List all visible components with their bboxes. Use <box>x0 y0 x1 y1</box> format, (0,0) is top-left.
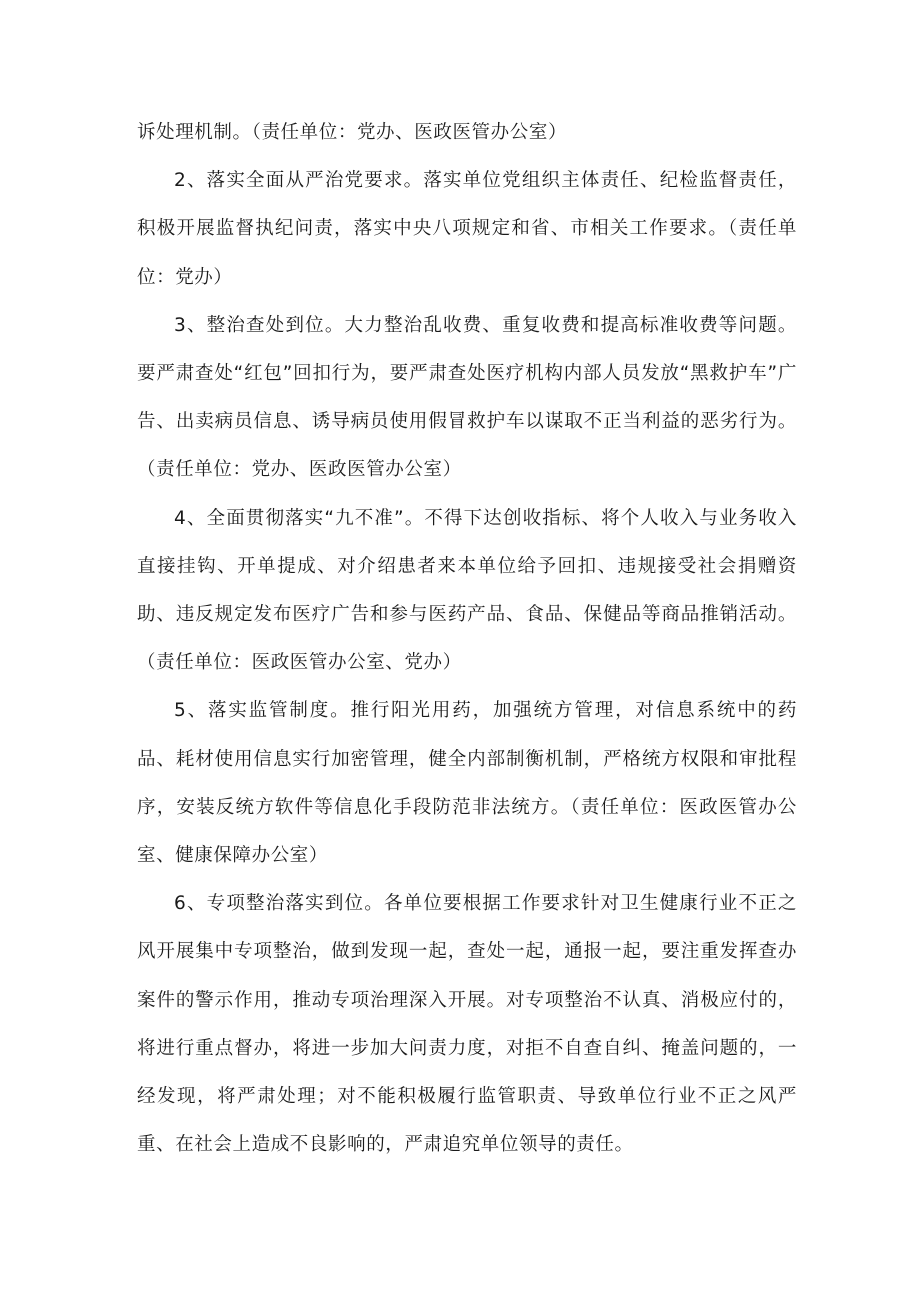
document-body <box>137 109 797 1169</box>
paragraph-item-3: 3、整治查处到位。大力整治乱收费、重复收费和提高标准收费等问题。要严肃查处“红包”回扣行为，要严肃查处医疗机构内部人员发放“黑救护车”广告、出卖病员信息、诱导病员使用假冒救护车以谋取不正当利益的恶劣行为。（责任单位：党办、医政医管办公室） <box>137 314 797 481</box>
paragraph-item-5: 5、落实监管制度。推行阳光用药，加强统方管理，对信息系统中的药品、耗材使用信息实行加密管理，健全内部制衡机制，严格统方权限和审批程序，安装反统方软件等信息化手段防范非法统方。（责任单位：医政医管办公室、健康保障办公室） <box>137 700 797 867</box>
paragraph-item-6: 6、专项整治落实到位。各单位要根据工作要求针对卫生健康行业不正之风开展集中专项整治，做到发现一起，查处一起，通报一起，要注重发挥查办案件的警示作用，推动专项治理深入开展。对专项整治不认真、消极应付的，将进行重点督办，将进一步加大问责力度，对拒不自查自纠、掩盖问题的，一经发现，将严肃处理；对不能积极履行监管职责、导致单位行业不正之风严重、在社会上造成不良影响的，严肃追究单位领导的责任。 <box>137 893 797 1156</box>
paragraph-continuation: 诉处理机制。（责任单位：党办、医政医管办公室） <box>137 122 568 143</box>
paragraph-item-2: 2、落实全面从严治党要求。落实单位党组织主体责任、纪检监督责任，积极开展监督执纪问责，落实中央八项规定和省、市相关工作要求。（责任单位：党办） <box>137 170 797 288</box>
paragraph-item-4: 4、全面贯彻落实“九不准”。不得下达创收指标、将个人收入与业务收入直接挂钩、开单提成、对介绍患者来本单位给予回扣、违规接受社会捐赠资助、违反规定发布医疗广告和参与医药产品、食品、保健品等商品推销活动。（责任单位：医政医管办公室、党办） <box>137 507 797 674</box>
